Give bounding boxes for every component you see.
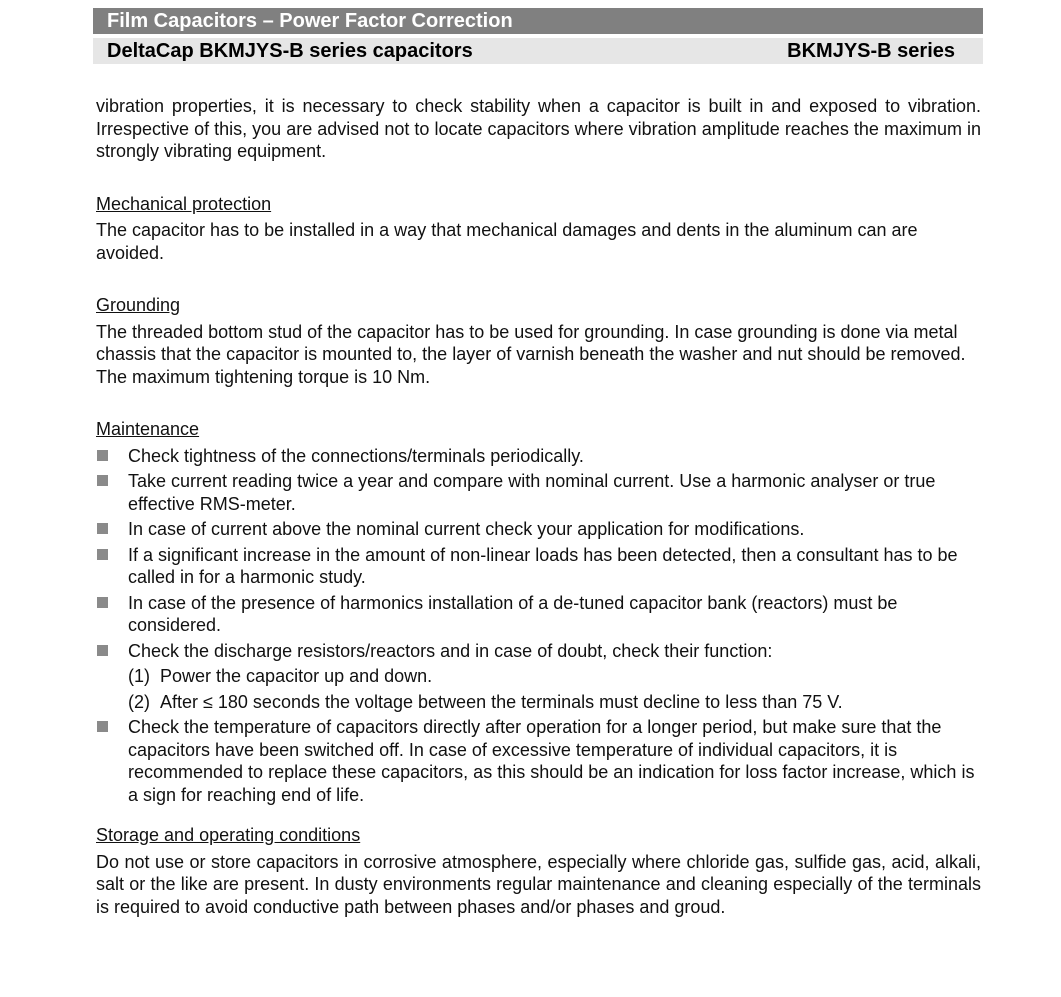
discharge-check-steps — [128, 665, 981, 713]
list-item: In case of current above the nominal current check your application for modifications. — [96, 518, 981, 541]
list-item: In case of the presence of harmonics installation of a de-tuned capacitor bank (reactors) must be considered. — [96, 592, 981, 637]
section-heading: Mechanical protection — [96, 193, 272, 214]
document-title: Film Capacitors – Power Factor Correction — [107, 10, 513, 32]
document-subtitle-bar — [93, 38, 983, 64]
list-item: If a significant increase in the amount of non-linear loads has been detected, then a consultant has to be called in for a harmonic study. — [96, 544, 981, 589]
square-bullet-icon — [97, 721, 108, 732]
section-heading: Storage and operating conditions — [96, 825, 361, 845]
document-body — [96, 95, 981, 918]
section-mechanical-protection — [96, 193, 981, 265]
section-heading: Maintenance — [96, 419, 200, 439]
product-name: DeltaCap BKMJYS-B series capacitors — [107, 40, 473, 62]
section-paragraph: Do not use or store capacitors in corrosive atmosphere, especially where chloride gas, sulfide gas, acid, alkali, salt or the like are present. In dusty environments regular maintenance and cleaning especially of the terminals is required to avoid conductive path between phases and/or phases and groud. — [96, 851, 981, 917]
list-item: Take current reading twice a year and compare with nominal current. Use a harmonic analyser or true effective RMS-meter. — [96, 470, 981, 515]
sub-list-item: (2) After ≤ 180 seconds the voltage between the terminals must decline to less than 75 V. — [128, 691, 843, 712]
section-paragraph: The threaded bottom stud of the capacitor has to be used for grounding. In case grounding is done via metal chassis that the capacitor is mounted to, the layer of varnish beneath the washer and nut should be removed. The maximum tightening torque is 10 Nm. — [96, 321, 966, 387]
series-name: BKMJYS-B series — [787, 40, 955, 62]
maintenance-list — [96, 445, 981, 807]
square-bullet-icon — [97, 523, 108, 534]
section-grounding — [96, 294, 981, 388]
section-heading: Grounding — [96, 295, 181, 315]
list-item: Check the temperature of capacitors directly after operation for a longer period, but make sure that the capacitors have been switched off. In case of excessive temperature of individual capacitors, it is recommended to replace these capacitors, as this should be an indication for loss factor increase, which is a sign for reaching end of life. — [96, 716, 981, 806]
square-bullet-icon — [97, 549, 108, 560]
square-bullet-icon — [97, 475, 108, 486]
list-item: Check the discharge resistors/reactors and in case of doubt, check their function: (1) Power the capacitor up and down. (2) After ≤ 180 seconds the voltage between the terminals must decline to less than 75 V. — [96, 640, 981, 714]
intro-paragraph: vibration properties, it is necessary to check stability when a capacitor is built in and exposed to vibration. Irrespective of this, you are advised not to locate capacitors where vibration amplitude reaches the maximum in strongly vibrating equipment. — [96, 96, 981, 161]
document-title-bar — [93, 8, 983, 34]
sub-list-item: (1) Power the capacitor up and down. — [128, 666, 433, 686]
section-storage-conditions — [96, 824, 981, 918]
section-maintenance — [96, 418, 981, 806]
list-item: Check tightness of the connections/terminals periodically. — [96, 445, 981, 468]
section-paragraph: The capacitor has to be installed in a way that mechanical damages and dents in the aluminum can are avoided. — [96, 220, 918, 263]
square-bullet-icon — [97, 450, 108, 461]
square-bullet-icon — [97, 597, 108, 608]
square-bullet-icon — [97, 645, 108, 656]
